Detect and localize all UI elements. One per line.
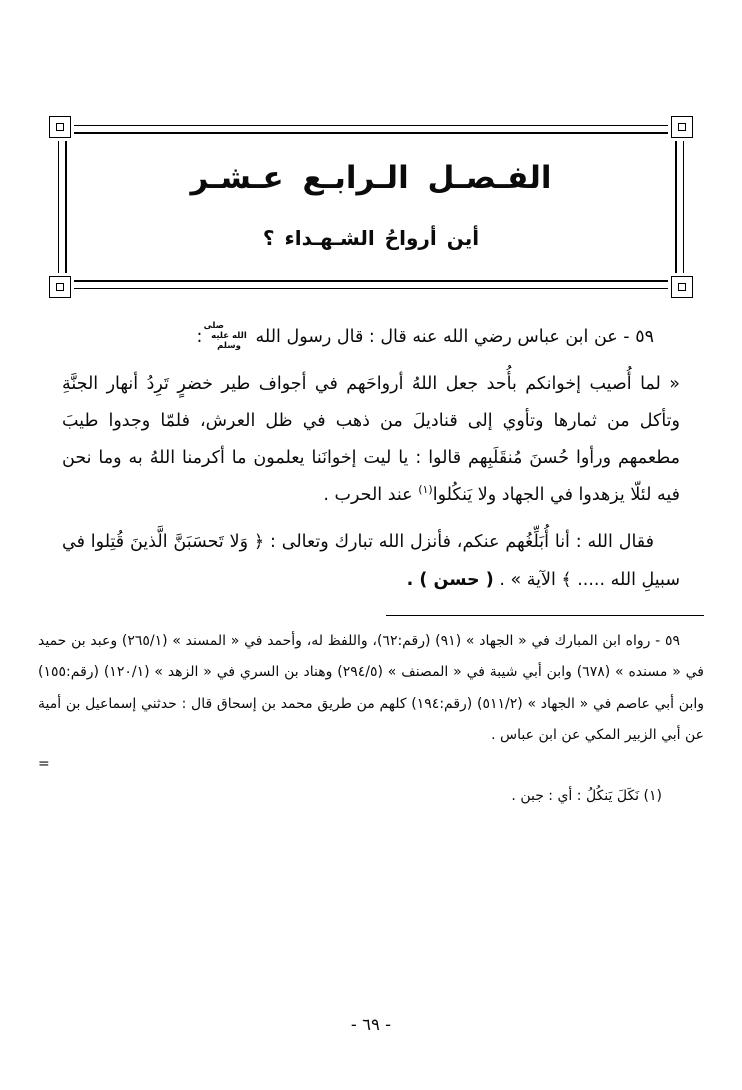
- chapter-title: الفـصـل الـرابـع عـشـر: [190, 160, 552, 196]
- sallallahu-alayhi-wasallam-symbol: صلى الله عليه وسلم: [203, 320, 247, 351]
- footnote-separator-rule: [386, 615, 704, 616]
- footnote-word-gloss: (١) نَكَلَ يَنكُلُ : أي : جبن .: [511, 787, 662, 804]
- chapter-subtitle: أين أرواحُ الشـهـداء ؟: [262, 226, 480, 250]
- hadith-narration-intro: [62, 319, 680, 356]
- footnotes-section: [38, 615, 704, 813]
- frame-corner-ornament-bottom-right: [668, 273, 696, 301]
- frame-corner-ornament-bottom-left: [46, 273, 74, 301]
- hadith-text-part1: « لما أُصيب إخوانكم بأُحد جعل اللهُ أرواحَهم في أجواف طير خضرٍ تَرِدُ أنهار الجنَّةِ وتأكل من ثمارها وتأوي إلى قناديلَ من ذهب في ظل العرش، فلمّا وجدوا طيبَ مطعمهم ورأوا حُسنَ مُنقَلَبِهم قالوا : يا ليت إخوانَنا يعلمون ما أكرمنا اللهُ به وما نحن فيه لئلّا يزهدوا في الجهاد ولا يَنكُلوا: [62, 374, 680, 506]
- main-text-block: [62, 319, 680, 599]
- hadith-grade-label: ( حسن ) .: [406, 569, 494, 590]
- frame-corner-ornament-top-left: [46, 113, 74, 141]
- intro-text: ٥٩ - عن ابن عباس رضي الله عنه قال : قال رسول الله: [255, 327, 654, 347]
- closing-text: فقال الله : أنا أُبَلِّغُهم عنكم، فأنزل الله تبارك وتعالى : ﴿ وَلا تَحسَبَنَّ الَّذينَ قُتِلوا في سبيلِ الله ..... ﴾ الآية » .: [62, 532, 680, 590]
- hadith-closing: [62, 524, 680, 598]
- page-continuation-mark: =: [38, 755, 50, 772]
- intro-colon: :: [196, 327, 203, 347]
- hadith-text-part2: عند الحرب .: [323, 485, 413, 506]
- chapter-frame: [58, 125, 684, 289]
- frame-corner-ornament-top-right: [668, 113, 696, 141]
- footnote-reference-1: (١): [418, 483, 433, 497]
- page-number: - ٦٩ -: [350, 1015, 392, 1034]
- footnote-takhrij: ٥٩ - رواه ابن المبارك في « الجهاد » (٩١) (رقم:٦٢)، واللفظ له، وأحمد في « المسند » (٢٦٥/١) وعبد بن حميد في « مسنده » (٦٧٨) وابن أبي شيبة في « المصنف » (٢٩٤/٥) وهناد بن السري في « الزهد » (١٢٠/١) (رقم:١٥٥) وابن أبي عاصم في « الجهاد » (٥١١/٢) (رقم:١٩٤) كلهم من طريق محمد بن إسحاق قال : حدثني إسماعيل بن أمية عن أبي الزبير المكي عن ابن عباس .: [38, 632, 704, 744]
- chapter-frame-inner: [65, 132, 677, 282]
- hadith-text: [62, 366, 680, 514]
